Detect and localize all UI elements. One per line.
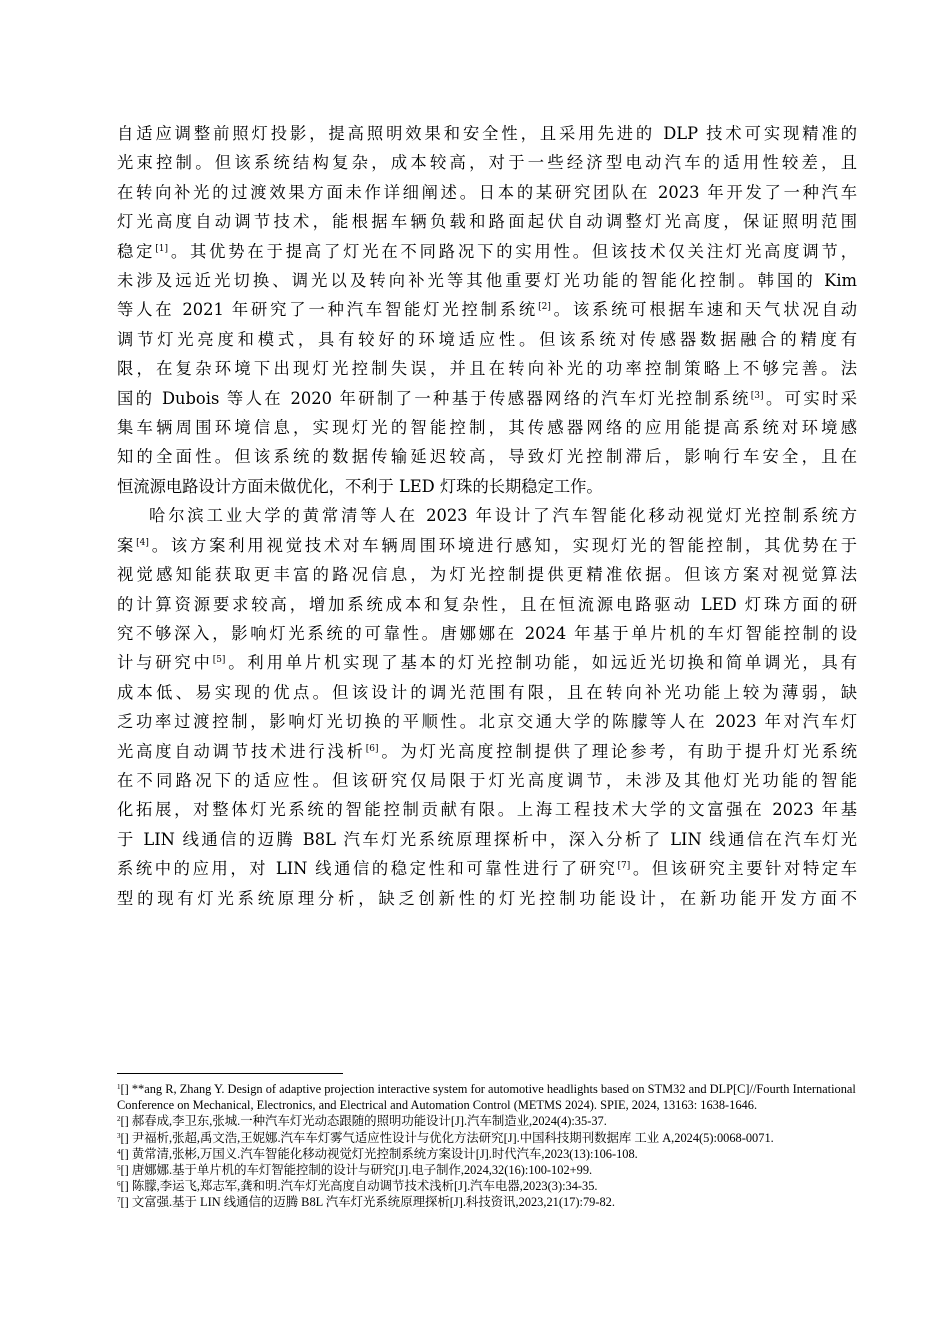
footnote-1 xyxy=(117,1081,857,1113)
text-line: 型的现有灯光系统原理分析，缺乏创新性的灯光控制功能设计，在新功能开发方面不 xyxy=(117,888,857,908)
text-line xyxy=(117,237,857,266)
footnote-number: 5 xyxy=(117,1164,121,1173)
text-line: 于 LIN 线通信的迈腾 B8L 汽车灯光系统原理探析中，深入分析了 LIN 线通信在汽车灯光 xyxy=(117,829,857,849)
text-line: 集车辆周围环境信息，实现灯光的智能控制，其传感器网络的应用能提高系统对环境感 xyxy=(117,418,857,438)
footnote-number: 6 xyxy=(117,1180,121,1189)
footnote-text: [] 郝春成,李卫东,张城.一种汽车灯光动态跟随的照明功能设计[J].汽车制造业,2024(4):35-37. xyxy=(120,1114,607,1129)
text-run: 案 xyxy=(117,535,137,555)
text-line: 恒流源电路设计方面未做优化，不利于 LED 灯珠的长期稳定工作。 xyxy=(117,476,603,496)
footnote-number: 4 xyxy=(117,1147,121,1156)
footnote-number: 1 xyxy=(117,1083,121,1091)
text-line: 灯光高度自动调节技术，能根据车辆负载和路面起伏自动调整灯光高度，保证照明范围 xyxy=(117,212,857,232)
citation-ref[interactable]: [1] xyxy=(155,243,169,254)
citation-ref[interactable]: [4] xyxy=(136,537,149,548)
footnote-text: [] 黄常清,张彬,万国义.汽车智能化移动视觉灯光控制系统方案设计[J].时代汽车,2023(13):106-108. xyxy=(120,1146,638,1161)
footnote-2 xyxy=(117,1113,857,1129)
text-line xyxy=(117,531,857,560)
text-line: 在转向补光的过渡效果方面未作详细阐述。日本的某研究团队在 2023 年开发了一种汽车 xyxy=(117,182,857,202)
text-line xyxy=(117,737,857,766)
text-line: 哈尔滨工业大学的黄常清等人在 2023 年设计了汽车智能化移动视觉灯光控制系统方 xyxy=(149,506,857,526)
footnote-6 xyxy=(117,1178,857,1194)
text-line: 知的全面性。但该系统的数据传输延迟较高，导致灯光控制滞后，影响行车安全，且在 xyxy=(117,447,857,467)
text-run: 。为灯光高度控制提供了理论参考，有助于提升灯光系统 xyxy=(378,741,857,761)
text-line: 在不同路况下的适应性。但该研究仅局限于灯光高度调节，未涉及其他灯光功能的智能 xyxy=(117,770,857,790)
body-text xyxy=(117,119,857,913)
footnote-text: [] 文富强.基于 LIN 线通信的迈腾 B8L 汽车灯光系统原理探析[J].科技资讯,2023,21(17):79-82. xyxy=(120,1195,615,1210)
paragraph-2 xyxy=(117,501,857,913)
text-line: 成本低、易实现的优点。但该设计的调光范围有限，且在转向补光功能上较为薄弱，缺 xyxy=(117,682,857,702)
citation-ref[interactable]: [5] xyxy=(212,655,226,666)
footnote-number: 3 xyxy=(117,1131,121,1140)
text-line: 未涉及远近光切换、调光以及转向补光等其他重要灯光功能的智能化控制。韩国的 Kim xyxy=(117,271,857,291)
text-run: 国的 Dubois 等人在 2020 年研制了一种基于传感器网络的汽车灯光控制系统 xyxy=(117,388,751,408)
text-run: 系统中的应用，对 LIN 线通信的稳定性和可靠性进行了研究 xyxy=(117,859,618,879)
footnote-text: [] 唐娜娜.基于单片机的车灯智能控制的设计与研究[J].电子制作,2024,32(16):100-102+99. xyxy=(120,1163,593,1178)
citation-ref[interactable]: [7] xyxy=(617,861,631,872)
text-run: 稳定 xyxy=(117,241,156,261)
text-line xyxy=(117,295,857,324)
text-run: 光高度自动调节技术进行浅析 xyxy=(117,741,366,761)
text-line: 乏功率过渡控制，影响灯光切换的平顺性。北京交通大学的陈朦等人在 2023 年对汽车灯 xyxy=(117,712,857,732)
text-line: 化拓展，对整体灯光系统的智能控制贡献有限。上海工程技术大学的文富强在 2023 年基 xyxy=(117,800,857,820)
text-run: 。利用单片机实现了基本的灯光控制功能，如远近光切换和简单调光，具有 xyxy=(225,653,857,673)
text-line: 视觉感知能获取更丰富的路况信息，为灯光控制提供更精准依据。但该方案对视觉算法 xyxy=(117,565,857,585)
text-line: 调节灯光亮度和模式，具有较好的环境适应性。但该系统对传感器数据融合的精度有 xyxy=(117,329,857,349)
text-run: 。该方案利用视觉技术对车辆周围环境进行感知，实现灯光的智能控制，其优势在于 xyxy=(148,535,857,555)
footnote-text: [] 陈朦,李运飞,郑志军,龚和明.汽车灯光高度自动调节技术浅析[J].汽车电器,2023(3):34-35. xyxy=(120,1179,598,1194)
text-run: 。可实时采 xyxy=(763,388,857,408)
footnote-separator xyxy=(117,1073,343,1074)
text-line xyxy=(117,648,857,677)
footnote-text: [] **ang R, Zhang Y. Design of adaptive projection interactive system for automotive headlights based on STM32 and DLP[C]//Fourth International Conference on Mechanical, Electronics, and Electrical and Automation Control (METMS 2024). SPIE, 2024, 13163: 1638-1646. xyxy=(117,1082,856,1113)
text-run: 。该系统可根据车速和天气状况自动 xyxy=(550,300,857,320)
text-line xyxy=(117,854,857,883)
footnote-3 xyxy=(117,1130,857,1146)
citation-ref[interactable]: [6] xyxy=(365,743,379,754)
citation-ref[interactable]: [2] xyxy=(538,302,551,313)
footnote-5 xyxy=(117,1162,857,1178)
footnote-4 xyxy=(117,1146,857,1162)
footnote-number: 7 xyxy=(117,1196,121,1205)
footnotes xyxy=(117,1081,857,1211)
text-run: 等人在 2021 年研究了一种汽车智能灯光控制系统 xyxy=(117,300,539,320)
text-line: 限，在复杂环境下出现灯光控制失误，并且在转向补光的功率控制策略上不够完善。法 xyxy=(117,359,857,379)
footnote-number: 2 xyxy=(117,1115,121,1124)
text-line: 的计算资源要求较高，增加系统成本和复杂性，且在恒流源电路驱动 LED 灯珠方面的研 xyxy=(117,594,857,614)
citation-ref[interactable]: [3] xyxy=(750,390,764,401)
text-line xyxy=(117,384,857,413)
paragraph-1 xyxy=(117,119,857,501)
text-line: 自适应调整前照灯投影，提高照明效果和安全性，且采用先进的 DLP 技术可实现精准的 xyxy=(117,124,857,143)
footnote-text: [] 尹福析,张超,禹文浩,王妮娜.汽车车灯雾气适应性设计与优化方法研究[J].中国科技期刊数据库 工业 A,2024(5):0068-0071. xyxy=(120,1130,774,1145)
text-run: 计与研究中 xyxy=(117,653,213,673)
text-run: 。但该研究主要针对特定车 xyxy=(630,859,857,879)
text-line: 究不够深入，影响灯光系统的可靠性。唐娜娜在 2024 年基于单片机的车灯智能控制的设 xyxy=(117,623,857,643)
text-run: 。其优势在于提高了灯光在不同路况下的实用性。但该技术仅关注灯光高度调节， xyxy=(168,241,857,261)
footnote-7 xyxy=(117,1194,857,1210)
text-line: 光束控制。但该系统结构复杂，成本较高，对于一些经济型电动汽车的适用性较差，且 xyxy=(117,153,857,173)
